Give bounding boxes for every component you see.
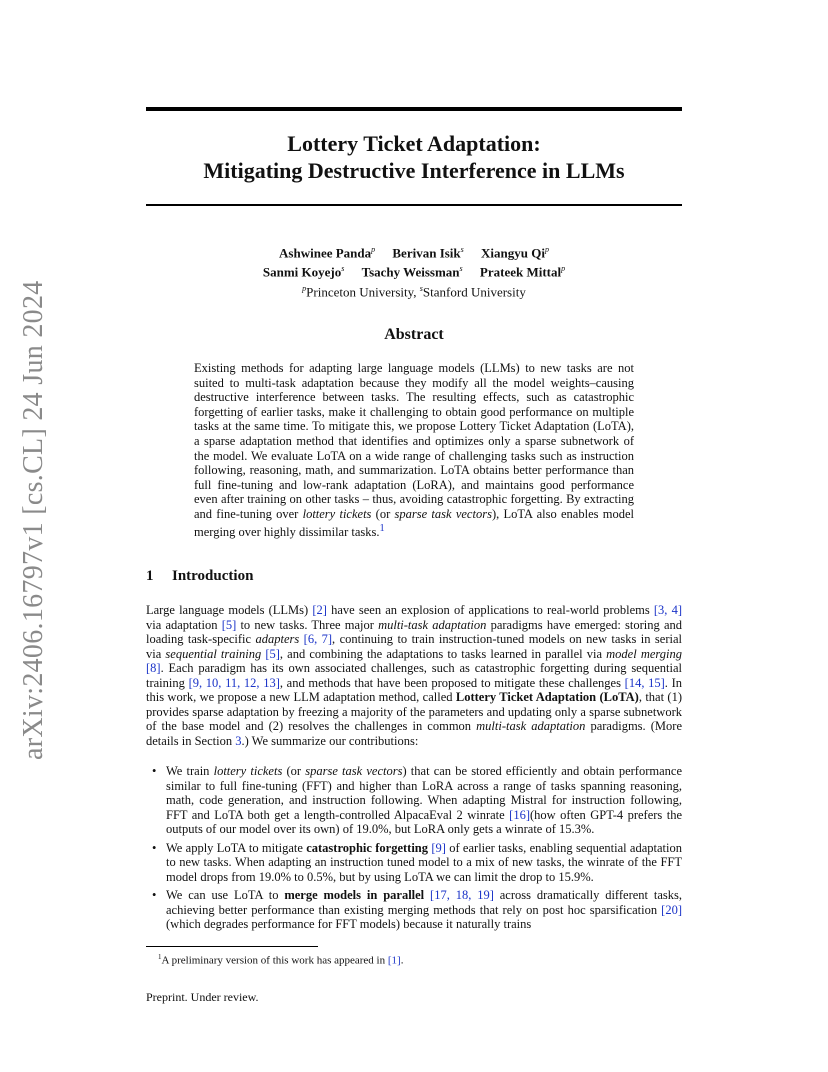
footnote-rule [146, 946, 318, 947]
affiliations: $^p$Princeton University, $^s$Stanford University [302, 283, 526, 299]
citation-link[interactable]: [16] [509, 807, 530, 822]
citation-link[interactable]: [2] [312, 603, 327, 617]
section-link[interactable]: 3 [235, 733, 242, 748]
citation-link[interactable]: [3, 4] [653, 603, 683, 617]
title-rule-bottom [146, 204, 682, 206]
author-name: Xiangyu Qi [481, 245, 545, 261]
citation-link[interactable]: [20] [661, 902, 682, 917]
abstract-heading: Abstract [384, 326, 444, 343]
citation-link[interactable]: [8] [146, 661, 161, 675]
author-block [146, 242, 682, 300]
author-line-2: Sanmi Koyejo$^s$ Tsachy Weissman$^s$ Prateek Mittal$^p$ [262, 264, 566, 280]
list-item: • We apply LoTA to mitigate catastrophic forgetting [9] of earlier tasks, enabling sequential adaptation to new tasks. When adapting an instruction tuned model to a mix of new tasks, the winrate of the FFT model drops from 19.0% to 0.5%, but by using LoTA we can limit the drop to 15.9%. [152, 840, 682, 884]
section-heading-introduction: 1 Introduction [146, 568, 254, 584]
citation-link[interactable]: [5] [265, 646, 280, 661]
author-name: Prateek Mittal [479, 264, 562, 280]
author-name: Ashwinee Panda [279, 245, 372, 261]
citation-link[interactable]: [14, 15] [624, 675, 665, 690]
preprint-notice: Preprint. Under review. [146, 990, 259, 1004]
citation-link[interactable]: [5] [221, 617, 237, 632]
list-item: • We train lottery tickets (or sparse task vectors) that can be stored efficiently and obtain performance similar to full fine-tuning (FFT) and higher than LoRA across a range of tasks spanning reasoning, math, code generation, and instruction following. When adapting Mistral for instruction following, FFT and LoTA both get a length-controlled AlpacaEval 2 winrate [16](how often GPT-4 prefers the outputs of our model over its own) of 19.0%, but LoRA only gets a winrate of 15.3%. [152, 764, 682, 836]
author-name: Sanmi Koyejo [262, 264, 342, 280]
citation-link[interactable]: [1] [387, 954, 401, 967]
arxiv-identifier: arXiv:2406.16797v1 [cs.CL] 24 Jun 2024 [18, 280, 49, 760]
citation-link[interactable]: [17, 18, 19] [430, 888, 494, 902]
citation-link[interactable]: [9] [431, 840, 446, 855]
introduction-paragraph: Large language models (LLMs) [2] have seen an explosion of applications to real-world problems [3, 4] via adaptation [5] to new tasks. Three major multi-task adaptation paradigms have emerged: storing and loading task-specific adapters [6, 7], continuing to train instruction-tuned models on new tasks in serial via sequential training [5], and combining the adaptations to tasks learned in parallel via model merging [8]. Each paradigm has its own associated challenges, such as catastrophic forgetting during sequential training [9, 10, 11, 12, 13], and methods that have been proposed to mitigate these challenges [14, 15]. In this work, we propose a new LLM adaptation method, called Lottery Ticket Adaptation (LoTA), that (1) provides sparse adaptation by freezing a majority of the parameters and updating only a sparse subnetwork of the base model and (2) resolves the challenges in common multi-task adaptation paradigms. (More details in Section 3.) We summarize our contributions: [146, 603, 683, 748]
list-item: • We can use LoTA to merge models in parallel [17, 18, 19] across dramatically different tasks, achieving better performance than existing merging methods that rely on post hoc sparsification [20] (which degrades performance for FFT models) because it naturally trains [152, 888, 683, 931]
bullet-icon: • [152, 888, 157, 902]
abstract-text: Existing methods for adapting large language models (LLMs) to new tasks are not suited to multi-task adaptation because they modify all the model weights–causing destructive interference between tasks. The resulting effects, such as catastrophic forgetting of earlier tasks, make it challenging to obtain good performance on multiple tasks at the same time. To mitigate this, we propose Lottery Ticket Adaptation (LoTA), a sparse adaptation method that identifies and optimizes only a sparse subnetwork of the model. We evaluate LoTA on a wide range of challenging tasks such as instruction following, reasoning, math, and summarization. LoTA obtains better performance than full fine-tuning and low-rank adaptation (LoRA), and maintains good performance even after training on other tasks – thus, avoiding catastrophic forgetting. By extracting and fine-tuning over lottery tickets (or sparse task vectors), LoTA also enables model merging over highly dissimilar tasks.$^1$ [194, 361, 634, 539]
contributions-list [146, 764, 682, 936]
bullet-icon: • [152, 840, 157, 855]
paper-title [146, 130, 682, 184]
title-rule-top [146, 107, 682, 111]
author-line-1: Ashwinee Panda$^p$ Berivan Isik$^s$ Xiangyu Qi$^p$ [279, 245, 549, 261]
author-name: Berivan Isik [392, 245, 461, 261]
footnote: $^1$A preliminary version of this work has appeared in [1]. [158, 953, 404, 967]
bullet-icon: • [152, 764, 157, 778]
title-line-1: Lottery Ticket Adaptation: [287, 131, 541, 156]
author-name: Tsachy Weissman [361, 264, 460, 280]
citation-link[interactable]: [6, 7] [303, 632, 333, 646]
citation-link[interactable]: [9, 10, 11, 12, 13] [188, 675, 280, 690]
footnote-link[interactable]: 1 [379, 522, 385, 534]
title-line-2: Mitigating Destructive Interference in LLMs [203, 158, 625, 183]
